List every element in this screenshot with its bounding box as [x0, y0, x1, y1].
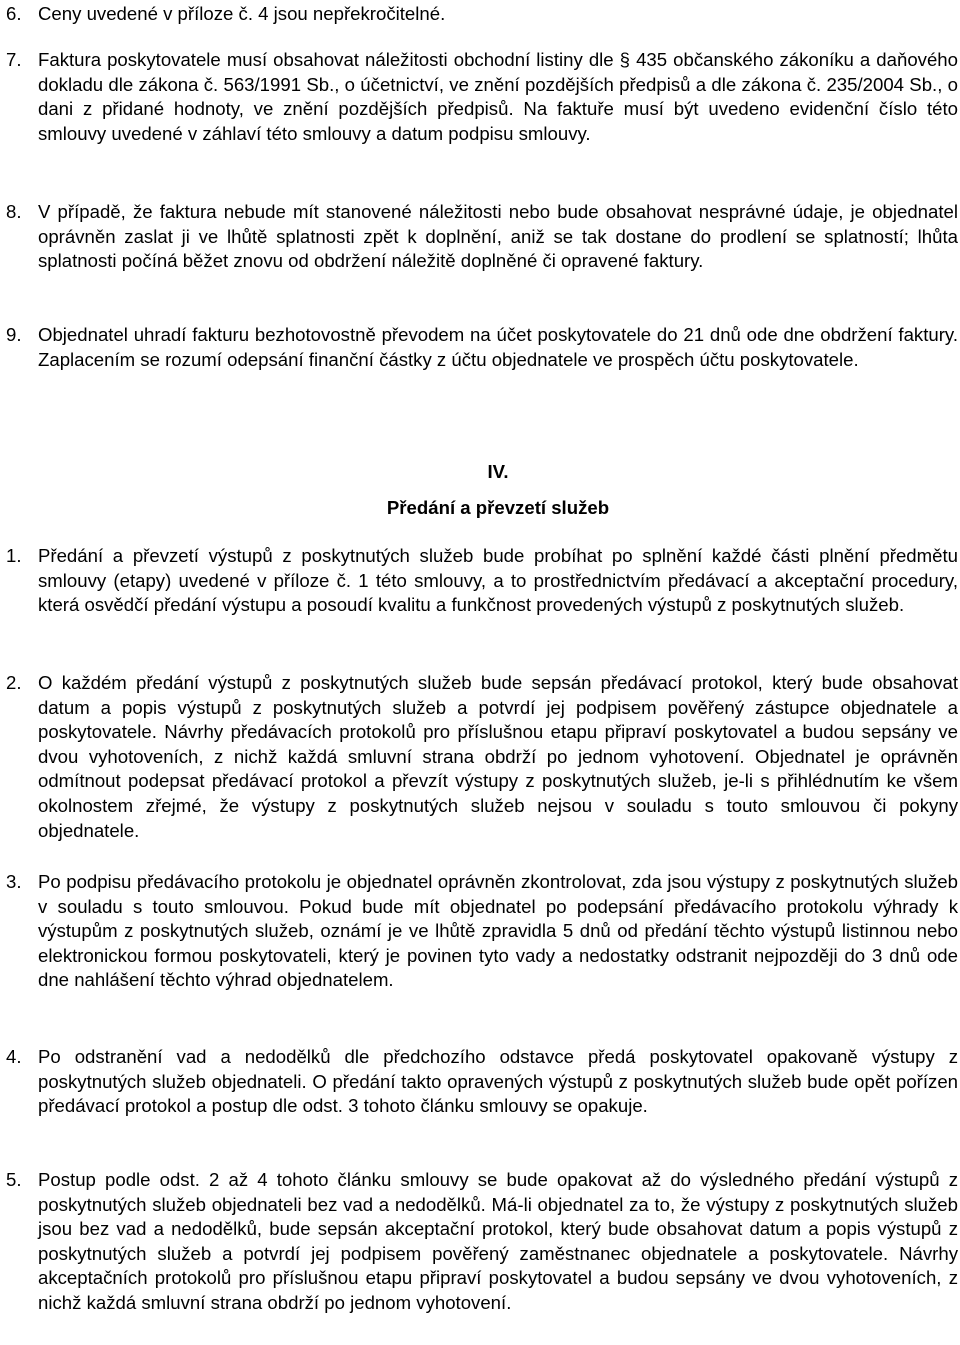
clause-number: 4.: [6, 1046, 22, 1067]
paragraph-number: 9.: [6, 324, 22, 345]
clause-number: 5.: [6, 1169, 22, 1190]
clause-number: 3.: [6, 871, 22, 892]
clause-2: [6, 671, 958, 843]
paragraph-text: Ceny uvedené v příloze č. 4 jsou nepřekročitelné.: [38, 3, 446, 24]
clause-4: [6, 1045, 958, 1119]
paragraph-text: V případě, že faktura nebude mít stanovené náležitosti nebo bude obsahovat nesprávné údaje, je objednatel oprávněn zaslat ji ve lhůtě splatnosti zpět k doplnění, aniž se tak dostane do prodlení se splatností; lhůta splatnosti počíná běžet znovu od obdržení náležitě doplněné či opravené faktury.: [38, 201, 958, 272]
paragraph-9: [6, 323, 958, 372]
clause-number: 2.: [6, 672, 22, 693]
clause-3: [6, 870, 958, 993]
section-title: Předání a převzetí služeb: [386, 497, 610, 518]
paragraph-6: [6, 2, 958, 27]
paragraph-8: [6, 200, 958, 274]
clause-text: Postup podle odst. 2 až 4 tohoto článku smlouvy se bude opakovat až do výsledného předání výstupů z poskytnutých služeb objednateli bez vad a nedodělků. Má-li objednatel za to, že výstupy z poskytnutých služeb jsou bez vad a nedodělků, bude sepsán akceptační protokol, který bude obsahovat datum a popis výstupů z poskytnutých služeb a potvrdí jej podpisem pověřený zaměstnanec objednatele a poskytovatele. Návrhy akceptačních protokolů pro příslušnou etapu připraví poskytovatel a budou sepsány ve dvou vyhotoveních, z nichž každá smluvní strana obdrží po jednom vyhotovení.: [38, 1169, 958, 1313]
paragraph-text: Faktura poskytovatele musí obsahovat náležitosti obchodní listiny dle § 435 občanského zákoníku a daňového dokladu dle zákona č. 563/1991 Sb., o účetnictví, ve znění pozdějších předpisů a dle zákona č. 235/2004 Sb., o dani z přidané hodnoty, ve znění pozdějších předpisů. Na faktuře musí být uvedeno evidenční číslo této smlouvy uvedené v záhlaví této smlouvy a datum podpisu smlouvy.: [38, 49, 958, 144]
paragraph-7: [6, 48, 958, 146]
paragraph-text: Objednatel uhradí fakturu bezhotovostně převodem na účet poskytovatele do 21 dnů ode dne obdržení faktury. Zaplacením se rozumí odepsání finanční částky z účtu objednatele ve prospěch účtu poskytovatele.: [38, 324, 958, 370]
clause-text: Předání a převzetí výstupů z poskytnutých služeb bude probíhat po splnění každé části plnění předmětu smlouvy (etapy) uvedené v příloze č. 1 této smlouvy, a to prostřednictvím předávací a akceptační procedury, která osvědčí předání výstupu a posoudí kvalitu a funkčnost provedených výstupů z poskytnutých služeb.: [38, 545, 958, 616]
section-number: IV.: [487, 461, 509, 482]
clause-text: O každém předání výstupů z poskytnutých služeb bude sepsán předávací protokol, který bude obsahovat datum a popis výstupů z poskytnutých služeb a potvrdí jej podpisem pověřený zástupce objednatele a poskytovatele. Návrhy předávacích protokolů pro příslušnou etapu připraví poskytovatel a budou sepsány ve dvou vyhotoveních, z nichž každá smluvní strana obdrží po jednom vyhotovení. Objednatel je oprávněn odmítnout podepsat předávací protokol a převzít výstupy z poskytnutých služeb, je-li s přihlédnutím ke všem okolnostem zřejmé, že výstupy z poskytnutých služeb nejsou v souladu s touto smlouvou či pokyny objednatele.: [38, 672, 958, 841]
paragraph-number: 8.: [6, 201, 22, 222]
clause-text: Po podpisu předávacího protokolu je objednatel oprávněn zkontrolovat, zda jsou výstupy z poskytnutých služeb v souladu s touto smlouvou. Pokud bude mít objednatel po podepsání předávacího protokolu výhrady k výstupům z poskytnutých služeb, oznámí je ve lhůtě zpravidla 5 dnů od předání těchto výstupů listinnou nebo elektronickou formou poskytovateli, který je povinen tyto vady a nedostatky odstranit nejpozději do 3 dnů ode dne nahlášení těchto výhrad objednatelem.: [38, 871, 958, 991]
clause-1: [6, 544, 958, 618]
clause-number: 1.: [6, 545, 22, 566]
clause-text: Po odstranění vad a nedodělků dle předchozího odstavce předá poskytovatel opakovaně výstupy z poskytnutých služeb objednateli. O předání takto opravených výstupů z poskytnutých služeb bude opět pořízen předávací protokol a postup dle odst. 3 tohoto článku smlouvy se opakuje.: [38, 1046, 958, 1117]
paragraph-number: 7.: [6, 49, 22, 70]
clause-5: [6, 1168, 958, 1316]
paragraph-number: 6.: [6, 3, 22, 24]
